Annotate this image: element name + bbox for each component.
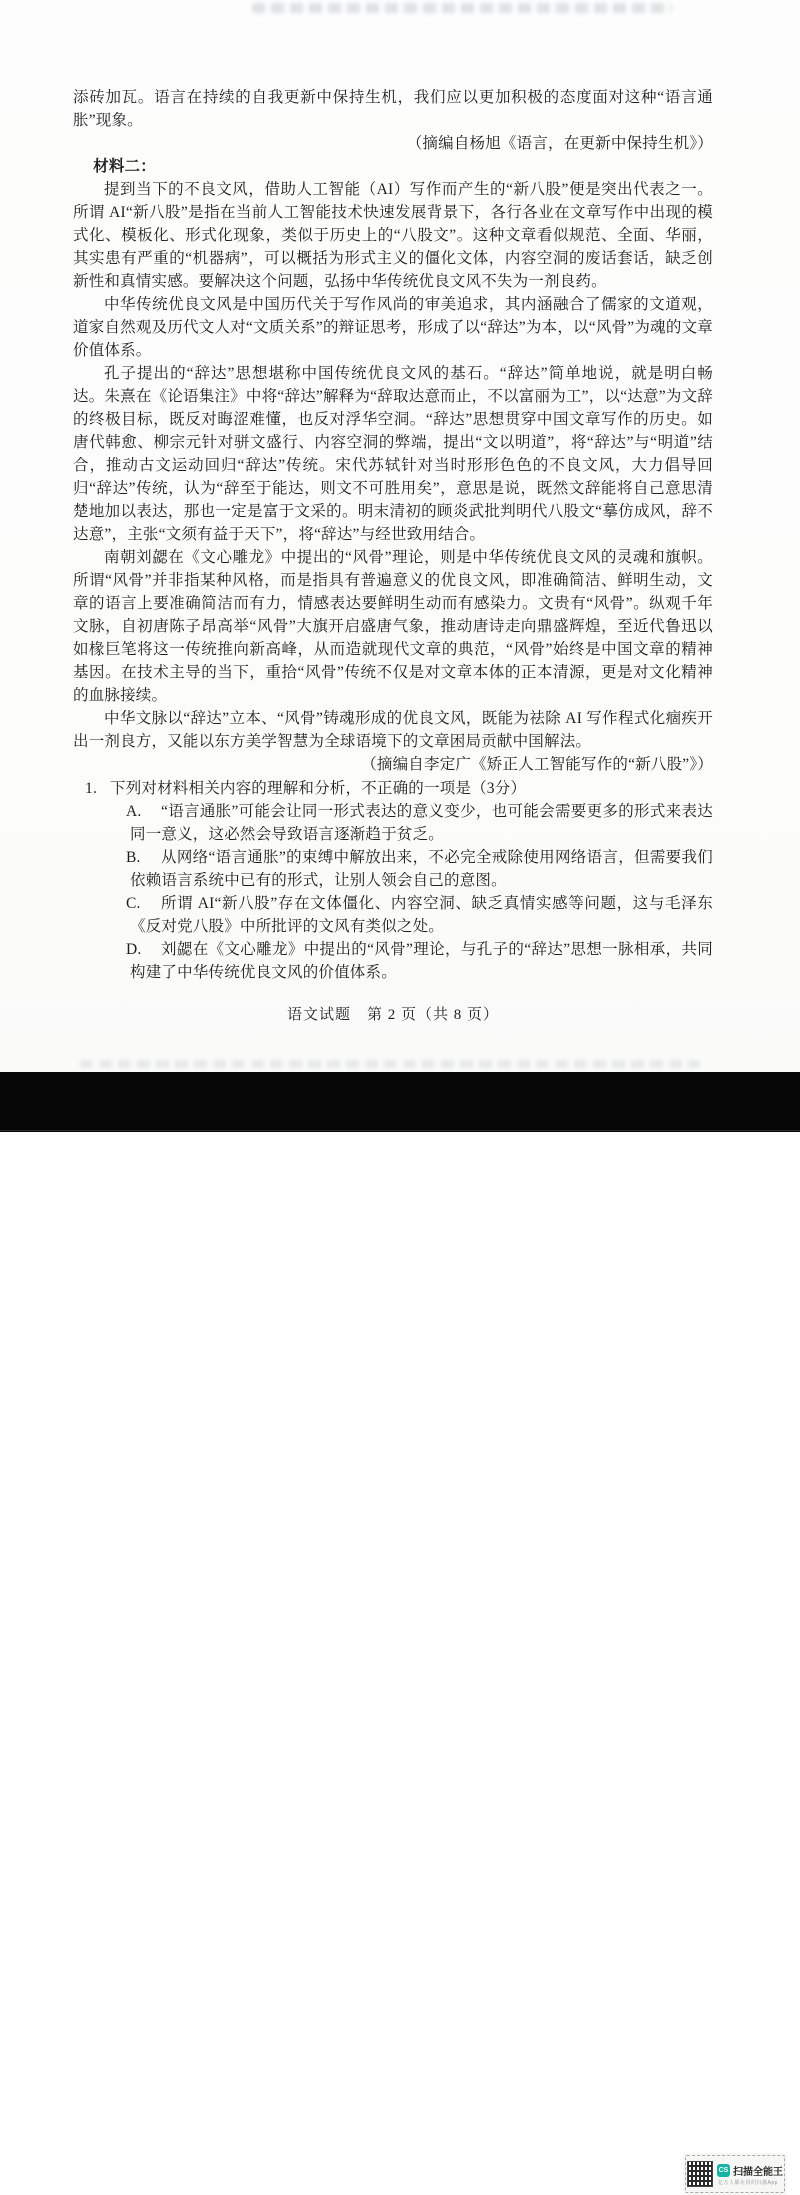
- camscanner-tagline: 亿万人都在用的扫描App: [718, 2179, 778, 2186]
- qr-code-icon: [687, 2161, 713, 2187]
- passage-paragraph: 南朝刘勰在《文心雕龙》中提出的“风骨”理论，则是中华传统优良文风的灵魂和旗帜。所谓“风骨”并非指某种风格，而是指具有普遍意义的优良文风，即准确简洁、鲜明生动，文章的语言上要准确简洁而有力，情感表达要鲜明生动而有感染力。文贵有“风骨”。纵观千年文脉，自初唐陈子昂高举“风骨”大旗开启盛唐气象，推动唐诗走向鼎盛辉煌，至近代鲁迅以如椽巨笔将这一传统推向新高峰，从而造就现代文章的典范，“风骨”始终是中国文章的精神基因。在技术主导的当下，重拾“风骨”传统不仅是对文章本体的正本清源，更是对文化精神的血脉接续。: [73, 549, 713, 704]
- option-a-label: A.: [126, 803, 142, 820]
- option-c-text: 所谓 AI“新八股”存在文体僵化、内容空洞、缺乏真情实感等问题，这与毛泽东《反对党八股》中所批评的文风有类似之处。: [130, 895, 713, 935]
- camscanner-watermark: [683, 2153, 787, 2195]
- exam-text-column: [73, 86, 713, 984]
- ink-bleed-through-artifact: [252, 3, 672, 13]
- passage-paragraph: 孔子提出的“辞达”思想堪称中国传统优良文风的基石。“辞达”简单地说，就是明白畅达。朱熹在《论语集注》中将“辞达”解释为“辞取达意而止，不以富丽为工”，以“达意”为文辞的终极目标，既反对晦涩难懂，也反对浮华空洞。“辞达”思想贯穿中国文章写作的历史。如唐代韩愈、柳宗元针对骈文盛行、内容空洞的弊端，提出“文以明道”，将“辞达”与“明道”结合，推动古文运动回归“辞达”传统。宋代苏轼针对当时形形色色的不良文风，大力倡导回归“辞达”传统，认为“辞至于能达，则文不可胜用矣”，意思是说，既然文辞能将自己意思清楚地加以表达，那也一定是富于文采的。明末清初的顾炎武批判明代八股文“摹仿成风，辞不达意”，主张“文须有益于天下”，将“辞达”与经世致用结合。: [73, 365, 713, 543]
- option-d-label: D.: [126, 941, 142, 958]
- option-d-text: 刘勰在《文心雕龙》中提出的“风骨”理论，与孔子的“辞达”思想一脉相承，共同构建了中华传统优良文风的价值体系。: [130, 941, 713, 981]
- question-stem-text: 下列对材料相关内容的理解和分析，不正确的一项是（3分）: [110, 780, 527, 797]
- passage-continuation-paragraph: 添砖加瓦。语言在持续的自我更新中保持生机，我们应以更加积极的态度面对这种“语言通胀”现象。: [73, 89, 713, 129]
- passage-paragraph: 提到当下的不良文风，借助人工智能（AI）写作而产生的“新八股”便是突出代表之一。所谓 AI“新八股”是指在当前人工智能技术快速发展背景下，各行各业在文章写作中出现的模式化、模板化、形式化现象，类似于历史上的“八股文”。这种文章看似规范、全面、华丽，其实患有严重的“机器病”，可以概括为形式主义的僵化文体，内容空洞的废话套话，缺乏创新性和真情实感。要解决这个问题，弘扬中华传统优良文风不失为一剂良药。: [73, 181, 713, 290]
- scanner-black-edge: [0, 1072, 800, 2186]
- camscanner-logo-icon: CS: [717, 2164, 730, 2177]
- option-a-text: “语言通胀”可能会让同一形式表达的意义变少，也可能会需要更多的形式来表达同一意义，这必然会导致语言逐渐趋于贫乏。: [130, 803, 713, 843]
- passage-paragraph: 中华传统优良文风是中国历代关于写作风尚的审美追求，其内涵融合了儒家的文道观，道家自然观及历代文人对“文质关系”的辩证思考，形成了以“辞达”为本，以“风骨”为魂的文章价值体系。: [73, 296, 713, 359]
- question-1: [73, 777, 713, 984]
- material-two-heading: 材料二：: [93, 158, 156, 175]
- camscanner-brand-text: 扫描全能王: [733, 2166, 783, 2178]
- page-footer: 语文试题 第 2 页（共 8 页）: [286, 1007, 499, 1023]
- material-two-citation: （摘编自李定广《矫正人工智能写作的“新八股”》）: [361, 756, 713, 773]
- option-d: [73, 938, 713, 984]
- option-b-text: 从网络“语言通胀”的束缚中解放出来，不必完全戒除使用网络语言，但需要我们依赖语言系统中已有的形式，让别人领会自己的意图。: [130, 849, 713, 889]
- option-a: [73, 800, 713, 846]
- camscanner-labels: [717, 2163, 783, 2186]
- question-number: 1.: [85, 780, 98, 797]
- passage-paragraph: 中华文脉以“辞达”立本、“风骨”铸魂形成的优良文风，既能为祛除 AI 写作程式化痼疾开出一剂良方，又能以东方美学智慧为全球语境下的文章困局贡献中国解法。: [73, 710, 713, 750]
- option-b-label: B.: [126, 849, 141, 866]
- option-c-label: C.: [126, 895, 141, 912]
- option-b: [73, 846, 713, 892]
- question-1-stem-row: [73, 777, 713, 800]
- ink-bleed-through-artifact: [80, 1060, 700, 1068]
- option-c: [73, 892, 713, 938]
- material-one-citation: （摘编自杨旭《语言，在更新中保持生机》）: [406, 135, 713, 152]
